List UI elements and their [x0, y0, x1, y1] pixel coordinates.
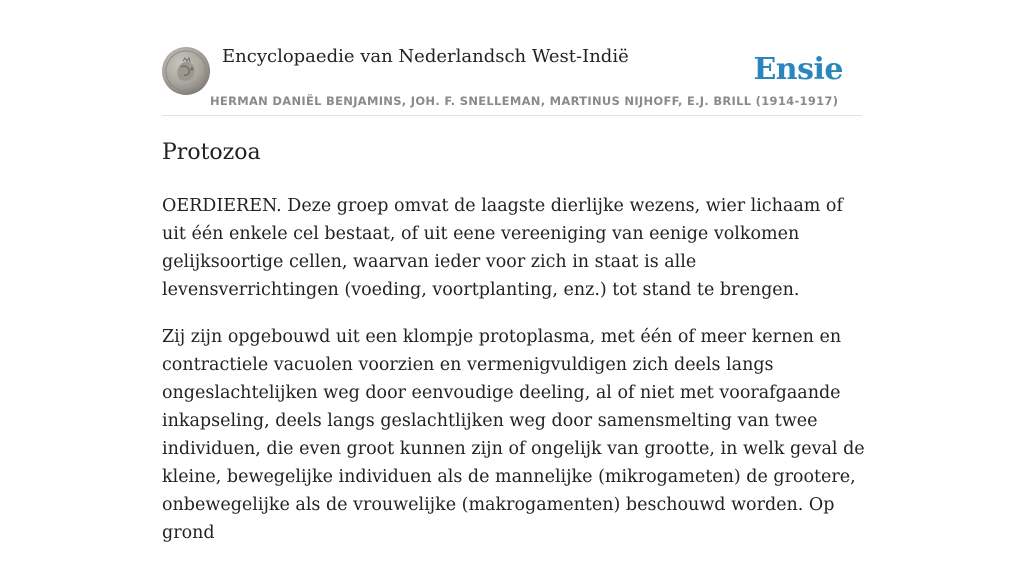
- article-body: [162, 192, 867, 566]
- book-title[interactable]: Encyclopaedie van Nederlandsch West-Indië: [222, 46, 629, 67]
- authors-line: HERMAN DANIËL BENJAMINS, JOH. F. SNELLEMAN, MARTINUS NIJHOFF, E.J. BRILL (1914-1917): [210, 94, 839, 108]
- page-container: [162, 0, 865, 543]
- article-paragraph: OERDIEREN. Deze groep omvat de laagste dierlijke wezens, wier lichaam of uit één enkele cel bestaat, of uit eene vereeniging van eenige volkomen gelijksoortige cellen, waarvan ieder voor zich in staat is alle levensverrichtingen (voeding, voortplanting, enz.) tot stand te brengen.: [162, 196, 843, 300]
- article-title: Protozoa: [162, 140, 261, 165]
- page-header: [162, 0, 862, 116]
- coin-seal-icon[interactable]: [162, 47, 210, 95]
- article-paragraph: Zij zijn opgebouwd uit een klompje protoplasma, met één of meer kernen en contractiele vacuolen voorzien en vermenigvuldigen zich deels langs ongeslachtelijken weg door eenvoudige deeling, al of niet met voorafgaande inkapseling, deels langs geslachtlijken weg door samensmelting van twee individuen, die even groot kunnen zijn of ongelijk van grootte, in welk geval de kleine, bewegelijke individuen als de mannelijke (mikrogameten) de grootere, onbewegelijke als de vrouwelijke (makrogamenten) beschouwd worden. Op grond: [162, 327, 865, 543]
- brand-logo[interactable]: Ensie: [753, 52, 843, 87]
